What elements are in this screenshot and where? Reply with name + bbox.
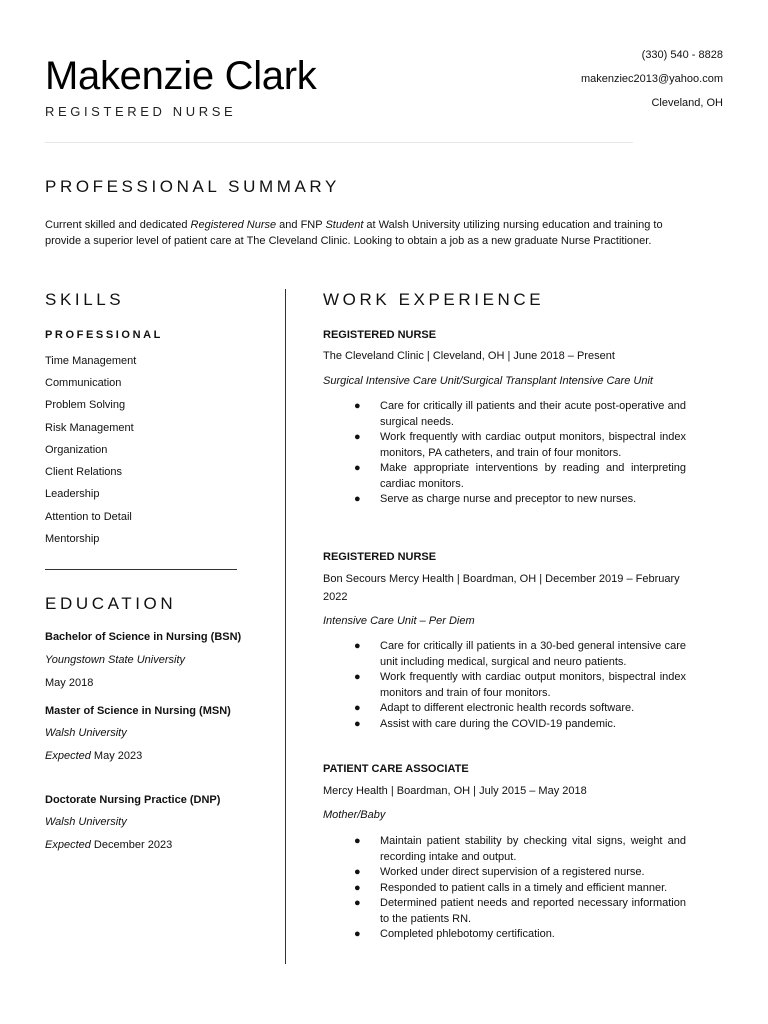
skill-item: Time Management [45,355,137,367]
education-degree: Doctorate Nursing Practice (DNP) [45,794,221,806]
job-bullet-text: Assist with care during the COVID-19 pandemic. [380,717,616,730]
education-date-value: December 2023 [90,839,173,851]
job-title: REGISTERED NURSE [323,329,437,341]
job-unit: Intensive Care Unit – Per Diem [323,615,475,627]
skill-item: Leadership [45,488,100,500]
education-date-value: May 2023 [90,750,143,762]
bullet-icon: ● [354,493,361,505]
job-bullet-text: Worked under direct supervision of a registered nurse. [380,866,645,878]
contact-phone: (330) 540 - 8828 [641,49,723,61]
bullet-icon: ● [354,881,361,894]
skill-item: Communication [45,377,122,389]
education-school: Youngstown State University [45,654,186,666]
bullet-icon: ● [354,462,361,474]
skills-divider [45,569,237,570]
education-date-prefix: Expected [45,750,91,762]
job-meta: Bon Secours Mercy Health | Boardman, OH | December 2019 – February 2022 [323,573,680,603]
job-unit: Mother/Baby [323,809,386,821]
job-bullet [323,430,686,461]
job-bullet-text: Work frequently with cardiac output monitors, bispectral index monitors and train of four monitors. [380,671,686,699]
job-bullet-text: Completed phlebotomy certification. [380,928,555,940]
job-bullet [323,399,686,430]
skill-item: Risk Management [45,422,134,434]
experience-heading: WORK EXPERIENCE [323,290,545,309]
skill-item: Attention to Detail [45,511,132,523]
job-title: PATIENT CARE ASSOCIATE [323,763,469,775]
job-bullets [323,399,686,508]
education-date-prefix: Expected [45,839,91,851]
bullet-icon: ● [354,928,361,940]
education-degree: Bachelor of Science in Nursing (BSN) [45,631,242,643]
job-bullet [323,701,686,717]
bullet-icon: ● [354,866,361,878]
bullet-icon: ● [354,897,361,909]
job-bullet [323,461,686,492]
job-bullet [323,639,686,670]
summary-text-1: Current skilled and dedicated [45,219,191,231]
bullet-icon: ● [354,835,361,847]
education-heading: EDUCATION [45,594,177,613]
skill-item: Mentorship [45,533,100,545]
education-school: Walsh University [45,816,127,828]
column-divider [285,289,286,964]
education-date [45,677,93,689]
job-bullet [323,834,686,865]
job-bullet-text: Make appropriate interventions by reading and interpreting cardiac monitors. [380,462,686,490]
job-bullet [323,865,686,881]
education-date [45,750,142,762]
job-bullet [323,717,686,733]
job-meta: The Cleveland Clinic | Cleveland, OH | June 2018 – Present [323,350,615,362]
bullet-icon: ● [354,717,361,730]
education-date-value: May 2018 [45,677,94,689]
header-divider [45,142,633,143]
job-bullet-text: Care for critically ill patients and their acute post-operative and surgical needs. [380,400,686,428]
summary-text-3: at Walsh University utilizing nursing education and training to provide a superior level of patient care at The Cleveland Clinic. Looking to obtain a job as a new graduate Nurse Practitioner. [45,219,663,247]
job-unit: Surgical Intensive Care Unit/Surgical Transplant Intensive Care Unit [323,375,653,387]
bullet-icon: ● [354,400,361,412]
job-bullet [323,927,686,943]
bullet-icon: ● [354,640,361,652]
skills-heading: SKILLS [45,290,125,309]
skill-item: Organization [45,444,108,456]
job-bullet-text: Adapt to different electronic health records software. [380,702,635,714]
job-title: REGISTERED NURSE [323,551,437,563]
summary-paragraph [45,217,695,249]
candidate-title: REGISTERED NURSE [45,104,237,119]
job-bullets [323,834,686,943]
education-date [45,839,172,851]
summary-emphasis-1: Registered Nurse [190,219,277,231]
job-bullet-text: Maintain patient stability by checking vital signs, weight and recording intake and output. [380,835,686,863]
job-bullet [323,670,686,701]
job-bullet [323,896,686,927]
job-meta: Mercy Health | Boardman, OH | July 2015 – May 2018 [323,785,587,797]
skill-item: Client Relations [45,466,123,478]
contact-email: makenziec2013@yahoo.com [580,73,723,85]
summary-emphasis-2: Student [325,219,364,231]
job-bullet [323,881,686,897]
contact-location: Cleveland, OH [651,97,723,109]
summary-heading: PROFESSIONAL SUMMARY [45,177,340,196]
summary-text-2: and FNP [276,219,326,231]
job-bullet-text: Serve as charge nurse and preceptor to new nurses. [380,493,637,505]
job-bullet [323,492,686,508]
job-bullet-text: Responded to patient calls in a timely and efficient manner. [380,881,668,894]
bullet-icon: ● [354,702,361,714]
job-bullet-text: Care for critically ill patients in a 30-bed general intensive care unit including medical, surgical and neuro patients. [380,640,686,668]
candidate-name: Makenzie Clark [45,54,317,98]
education-school: Walsh University [45,727,127,739]
job-bullets [323,639,686,732]
bullet-icon: ● [354,671,361,683]
skills-subheading: PROFESSIONAL [45,329,163,341]
bullet-icon: ● [354,431,361,443]
skill-item: Problem Solving [45,399,126,411]
job-bullet-text: Determined patient needs and reported necessary information to the patients RN. [380,897,686,925]
job-bullet-text: Work frequently with cardiac output monitors, bispectral index monitors, PA catheters, and train of four monitors. [380,431,686,459]
education-degree: Master of Science in Nursing (MSN) [45,705,231,717]
